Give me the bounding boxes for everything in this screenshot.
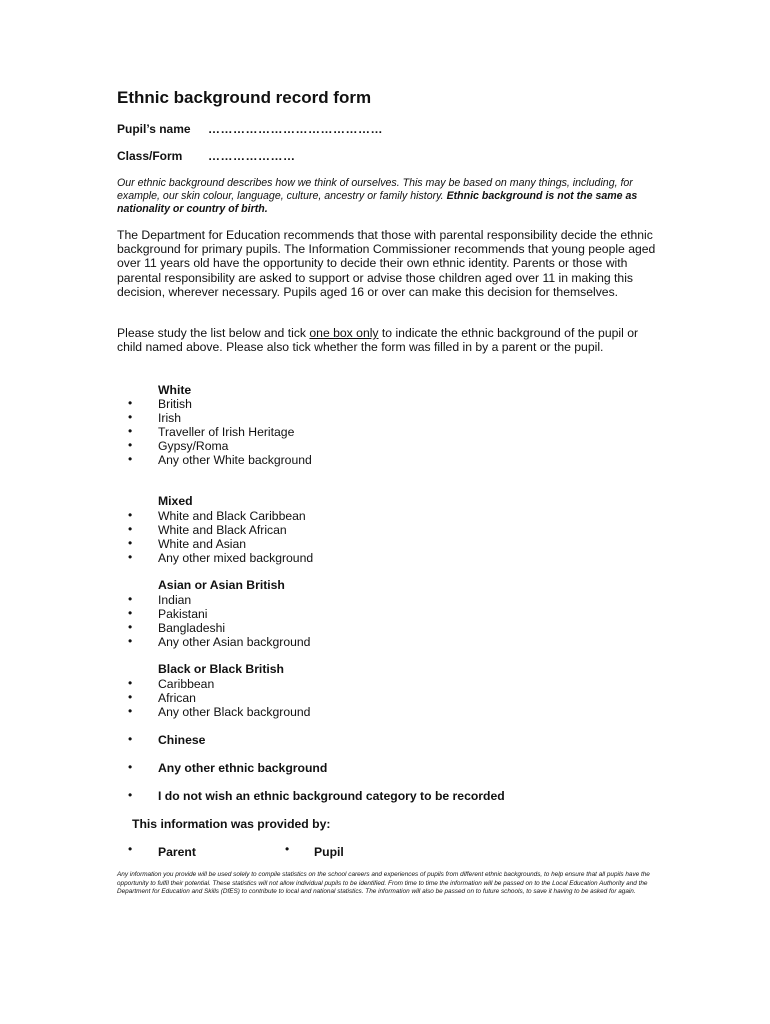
checkbox-parent[interactable]: • [128,842,133,856]
option-white-asian: White and Asian [158,537,247,551]
class-form-label: Class/Form [117,149,183,163]
instruction-paragraph [117,326,662,354]
intro-text [117,177,647,216]
group-heading-asian: Asian or Asian British [158,578,285,592]
group-heading-mixed: Mixed [158,494,193,508]
option-british: British [158,397,192,411]
option-pakistani: Pakistani [158,607,208,621]
guidance-paragraph: The Department for Education recommends that those with parental responsibility decide the ethnic background for primary pupils. The Information Commissioner recommends that young people aged over 11 years old have the opportunity to decide their own ethnic identity. Parents or those with parental responsibility are asked to support or advise those children aged over 11 in making this decision, wherever necessary. Pupils aged 16 or over can make this decision for themselves. [117,228,656,299]
checkbox-irish[interactable]: • [128,410,133,424]
checkbox-indian[interactable]: • [128,592,133,606]
checkbox-british[interactable]: • [128,396,133,410]
option-no-wish: I do not wish an ethnic background category to be recorded [158,789,505,803]
option-other-ethnic: Any other ethnic background [158,761,328,775]
form-title: Ethnic background record form [117,88,372,107]
option-other-black: Any other Black background [158,705,311,719]
checkbox-pakistani[interactable]: • [128,606,133,620]
checkbox-white-asian[interactable]: • [128,536,133,550]
option-bangladeshi: Bangladeshi [158,621,226,635]
option-other-asian: Any other Asian background [158,635,311,649]
checkbox-chinese[interactable]: • [128,732,133,746]
pupil-name-field[interactable]: …………………………………… [208,122,383,136]
option-other-white: Any other White background [158,453,312,467]
checkbox-other-mixed[interactable]: • [128,550,133,564]
checkbox-caribbean[interactable]: • [128,676,133,690]
pupil-name-label: Pupil’s name [117,122,191,136]
option-white-black-african: White and Black African [158,523,287,537]
checkbox-no-wish[interactable]: • [128,788,133,802]
checkbox-traveller[interactable]: • [128,424,133,438]
option-chinese: Chinese [158,733,206,747]
option-traveller: Traveller of Irish Heritage [158,425,295,439]
option-caribbean: Caribbean [158,677,215,691]
checkbox-other-black[interactable]: • [128,704,133,718]
option-white-black-caribbean: White and Black Caribbean [158,509,306,523]
group-heading-black: Black or Black British [158,662,284,676]
instruction-before: Please study the list below and tick [117,326,310,340]
checkbox-other-ethnic[interactable]: • [128,760,133,774]
privacy-footer: Any information you provide will be used solely to compile statistics on the school careers and experiences of pupils from different ethnic backgrounds, to help ensure that all pupils have the opportunity to fulfil their potential. These statistics will not allow individual pupils to be identified. From time to time the information will be passed on to the Local Education Authority and the Department for Education and Skills (DfES) to contribute to local and national statistics. The information will also be passed on to future schools, to save it having to be asked for again. [117,871,650,896]
instruction-underlined: one box only [309,326,379,340]
checkbox-gypsy-roma[interactable]: • [128,438,133,452]
option-gypsy-roma: Gypsy/Roma [158,439,229,453]
checkbox-white-black-african[interactable]: • [128,522,133,536]
group-heading-white: White [158,383,192,397]
instruction-after: to indicate the ethnic background of the pupil or child named above. Please also tick whether the form was filled in by a parent or the pupil. [117,326,639,355]
checkbox-other-asian[interactable]: • [128,634,133,648]
checkbox-other-white[interactable]: • [128,452,133,466]
option-other-mixed: Any other mixed background [158,551,314,565]
checkbox-african[interactable]: • [128,690,133,704]
option-indian: Indian [158,593,192,607]
option-african: African [158,691,196,705]
option-pupil: Pupil [314,845,344,859]
intro-main: Our ethnic background describes how we think of ourselves. This may be based on many things, including, for example, our skin colour, language, culture, ancestry or family history. [117,177,633,202]
class-form-field[interactable]: ………………… [208,149,296,163]
option-parent: Parent [158,845,196,859]
checkbox-white-black-caribbean[interactable]: • [128,508,133,522]
provided-by-label: This information was provided by: [132,817,331,831]
option-irish: Irish [158,411,182,425]
intro-bold: Ethnic background is not the same as nationality or country of birth. [117,190,638,215]
checkbox-bangladeshi[interactable]: • [128,620,133,634]
checkbox-pupil[interactable]: • [285,842,290,856]
